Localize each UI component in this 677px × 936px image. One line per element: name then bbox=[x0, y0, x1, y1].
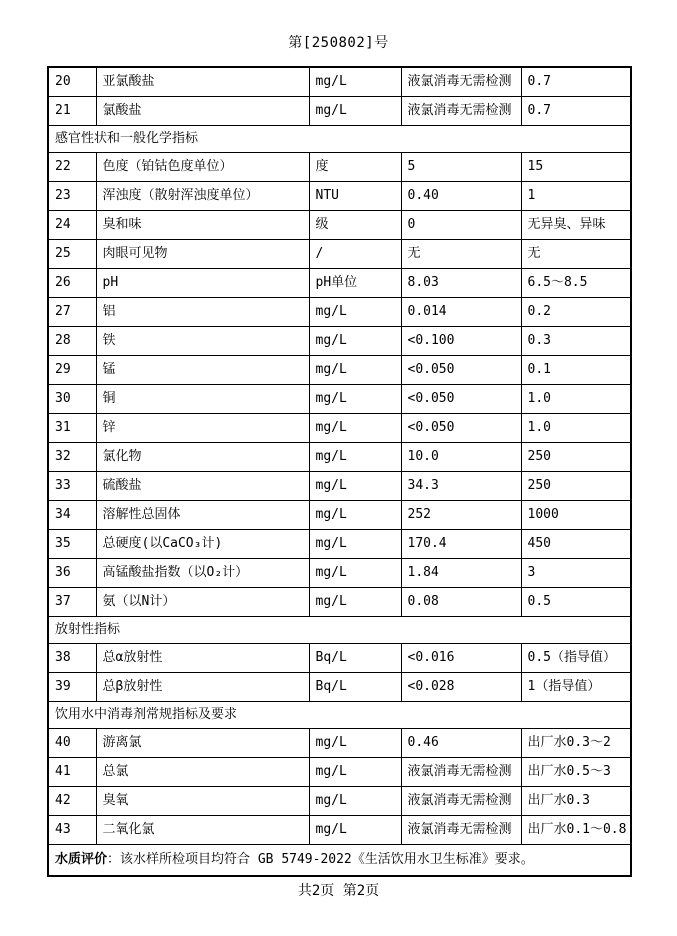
table-row bbox=[48, 786, 631, 815]
item-limit: 无异臭、异味 bbox=[521, 210, 631, 239]
item-unit: mg/L bbox=[309, 815, 401, 844]
table-row bbox=[48, 442, 631, 471]
table-row bbox=[48, 500, 631, 529]
table-row bbox=[48, 728, 631, 757]
item-result: 液氯消毒无需检测 bbox=[401, 786, 521, 815]
item-unit: / bbox=[309, 239, 401, 268]
table-row bbox=[48, 297, 631, 326]
item-unit: mg/L bbox=[309, 326, 401, 355]
table-row bbox=[48, 210, 631, 239]
item-limit: 450 bbox=[521, 529, 631, 558]
item-result: <0.050 bbox=[401, 413, 521, 442]
report-number-title: 第[250802]号 bbox=[288, 35, 389, 51]
item-name: 总β放射性 bbox=[96, 672, 309, 701]
item-unit: mg/L bbox=[309, 728, 401, 757]
item-unit: mg/L bbox=[309, 297, 401, 326]
item-limit: 出厂水0.5～3 bbox=[521, 757, 631, 786]
section-header-row bbox=[48, 616, 631, 643]
row-number: 43 bbox=[48, 815, 96, 844]
item-limit: 6.5～8.5 bbox=[521, 268, 631, 297]
item-result: <0.028 bbox=[401, 672, 521, 701]
item-unit: mg/L bbox=[309, 786, 401, 815]
row-number: 37 bbox=[48, 587, 96, 616]
item-result: <0.050 bbox=[401, 384, 521, 413]
item-result: 252 bbox=[401, 500, 521, 529]
table-row bbox=[48, 529, 631, 558]
item-unit: mg/L bbox=[309, 67, 401, 96]
item-limit: 15 bbox=[521, 152, 631, 181]
item-name: 锌 bbox=[96, 413, 309, 442]
item-limit: 1000 bbox=[521, 500, 631, 529]
table-row bbox=[48, 96, 631, 125]
section-header-row bbox=[48, 701, 631, 728]
table-row bbox=[48, 815, 631, 844]
item-limit: 1.0 bbox=[521, 413, 631, 442]
row-number: 21 bbox=[48, 96, 96, 125]
row-number: 36 bbox=[48, 558, 96, 587]
item-limit: 1.0 bbox=[521, 384, 631, 413]
row-number: 40 bbox=[48, 728, 96, 757]
row-number: 28 bbox=[48, 326, 96, 355]
item-unit: mg/L bbox=[309, 355, 401, 384]
item-result: 液氯消毒无需检测 bbox=[401, 67, 521, 96]
table-row bbox=[48, 355, 631, 384]
row-number: 35 bbox=[48, 529, 96, 558]
item-name: 氯酸盐 bbox=[96, 96, 309, 125]
item-name: 铁 bbox=[96, 326, 309, 355]
table-row bbox=[48, 239, 631, 268]
evaluation-row bbox=[48, 844, 631, 876]
item-result: <0.050 bbox=[401, 355, 521, 384]
row-number: 41 bbox=[48, 757, 96, 786]
item-result: 无 bbox=[401, 239, 521, 268]
table-row bbox=[48, 326, 631, 355]
item-result: <0.016 bbox=[401, 643, 521, 672]
item-limit: 0.2 bbox=[521, 297, 631, 326]
item-unit: mg/L bbox=[309, 413, 401, 442]
item-unit: mg/L bbox=[309, 384, 401, 413]
item-name: 臭氧 bbox=[96, 786, 309, 815]
page-footer: 共2页 第2页 bbox=[297, 883, 380, 899]
item-limit: 0.7 bbox=[521, 96, 631, 125]
item-limit: 0.5 bbox=[521, 587, 631, 616]
item-limit: 1 bbox=[521, 181, 631, 210]
item-name: 总α放射性 bbox=[96, 643, 309, 672]
item-name: 铜 bbox=[96, 384, 309, 413]
item-unit: 级 bbox=[309, 210, 401, 239]
row-number: 26 bbox=[48, 268, 96, 297]
table-row bbox=[48, 643, 631, 672]
item-name: 二氧化氯 bbox=[96, 815, 309, 844]
row-number: 38 bbox=[48, 643, 96, 672]
item-name: 亚氯酸盐 bbox=[96, 67, 309, 96]
item-name: 氯化物 bbox=[96, 442, 309, 471]
item-unit: mg/L bbox=[309, 587, 401, 616]
row-number: 23 bbox=[48, 181, 96, 210]
item-result: 0.46 bbox=[401, 728, 521, 757]
table-row bbox=[48, 471, 631, 500]
item-unit: 度 bbox=[309, 152, 401, 181]
item-name: 浑浊度（散射浑浊度单位） bbox=[96, 181, 309, 210]
row-number: 25 bbox=[48, 239, 96, 268]
evaluation-text: ：该水样所检项目均符合 GB 5749-2022《生活饮用水卫生标准》要求。 bbox=[107, 851, 534, 867]
item-limit: 0.7 bbox=[521, 67, 631, 96]
item-name: 总氯 bbox=[96, 757, 309, 786]
table-row bbox=[48, 558, 631, 587]
section-header-label: 感官性状和一般化学指标 bbox=[48, 125, 631, 152]
evaluation-label: 水质评价 bbox=[55, 851, 108, 867]
item-limit: 出厂水0.1～0.8 bbox=[521, 815, 631, 844]
water-quality-table bbox=[47, 66, 632, 877]
row-number: 20 bbox=[48, 67, 96, 96]
item-unit: mg/L bbox=[309, 500, 401, 529]
row-number: 39 bbox=[48, 672, 96, 701]
item-limit: 3 bbox=[521, 558, 631, 587]
item-unit: mg/L bbox=[309, 757, 401, 786]
item-result: 170.4 bbox=[401, 529, 521, 558]
item-limit: 250 bbox=[521, 471, 631, 500]
table-row bbox=[48, 757, 631, 786]
item-limit: 出厂水0.3～2 bbox=[521, 728, 631, 757]
item-unit: Bq/L bbox=[309, 672, 401, 701]
row-number: 34 bbox=[48, 500, 96, 529]
item-unit: NTU bbox=[309, 181, 401, 210]
section-header-label: 饮用水中消毒剂常规指标及要求 bbox=[48, 701, 631, 728]
item-result: 0 bbox=[401, 210, 521, 239]
item-limit: 1（指导值） bbox=[521, 672, 631, 701]
item-name: 总硬度(以CaCO₃计) bbox=[96, 529, 309, 558]
item-result: 液氯消毒无需检测 bbox=[401, 815, 521, 844]
item-unit: mg/L bbox=[309, 471, 401, 500]
item-limit: 无 bbox=[521, 239, 631, 268]
table-row bbox=[48, 384, 631, 413]
section-header-label: 放射性指标 bbox=[48, 616, 631, 643]
item-result: 5 bbox=[401, 152, 521, 181]
item-name: 游离氯 bbox=[96, 728, 309, 757]
section-header-row bbox=[48, 125, 631, 152]
table-row bbox=[48, 181, 631, 210]
row-number: 30 bbox=[48, 384, 96, 413]
row-number: 24 bbox=[48, 210, 96, 239]
item-limit: 0.5（指导值） bbox=[521, 643, 631, 672]
row-number: 42 bbox=[48, 786, 96, 815]
item-name: 高锰酸盐指数（以O₂计） bbox=[96, 558, 309, 587]
item-unit: Bq/L bbox=[309, 643, 401, 672]
evaluation-cell bbox=[48, 844, 631, 876]
table-row bbox=[48, 587, 631, 616]
item-name: 硫酸盐 bbox=[96, 471, 309, 500]
table-row bbox=[48, 672, 631, 701]
item-limit: 0.1 bbox=[521, 355, 631, 384]
row-number: 27 bbox=[48, 297, 96, 326]
item-result: 0.40 bbox=[401, 181, 521, 210]
item-name: pH bbox=[96, 268, 309, 297]
item-limit: 250 bbox=[521, 442, 631, 471]
row-number: 33 bbox=[48, 471, 96, 500]
row-number: 31 bbox=[48, 413, 96, 442]
row-number: 22 bbox=[48, 152, 96, 181]
table-row bbox=[48, 152, 631, 181]
item-result: 34.3 bbox=[401, 471, 521, 500]
item-result: 0.014 bbox=[401, 297, 521, 326]
item-unit: mg/L bbox=[309, 96, 401, 125]
item-unit: mg/L bbox=[309, 442, 401, 471]
item-result: 10.0 bbox=[401, 442, 521, 471]
item-name: 氨（以N计） bbox=[96, 587, 309, 616]
item-result: <0.100 bbox=[401, 326, 521, 355]
item-name: 溶解性总固体 bbox=[96, 500, 309, 529]
table-row bbox=[48, 268, 631, 297]
item-unit: mg/L bbox=[309, 558, 401, 587]
item-name: 锰 bbox=[96, 355, 309, 384]
item-name: 铝 bbox=[96, 297, 309, 326]
item-result: 1.84 bbox=[401, 558, 521, 587]
item-limit: 0.3 bbox=[521, 326, 631, 355]
table-row bbox=[48, 67, 631, 96]
row-number: 32 bbox=[48, 442, 96, 471]
table-row bbox=[48, 413, 631, 442]
item-result: 液氯消毒无需检测 bbox=[401, 96, 521, 125]
item-result: 0.08 bbox=[401, 587, 521, 616]
row-number: 29 bbox=[48, 355, 96, 384]
item-unit: pH单位 bbox=[309, 268, 401, 297]
item-name: 肉眼可见物 bbox=[96, 239, 309, 268]
item-name: 色度（铂钴色度单位） bbox=[96, 152, 309, 181]
item-limit: 出厂水0.3 bbox=[521, 786, 631, 815]
item-result: 液氯消毒无需检测 bbox=[401, 757, 521, 786]
item-result: 8.03 bbox=[401, 268, 521, 297]
item-unit: mg/L bbox=[309, 529, 401, 558]
item-name: 臭和味 bbox=[96, 210, 309, 239]
